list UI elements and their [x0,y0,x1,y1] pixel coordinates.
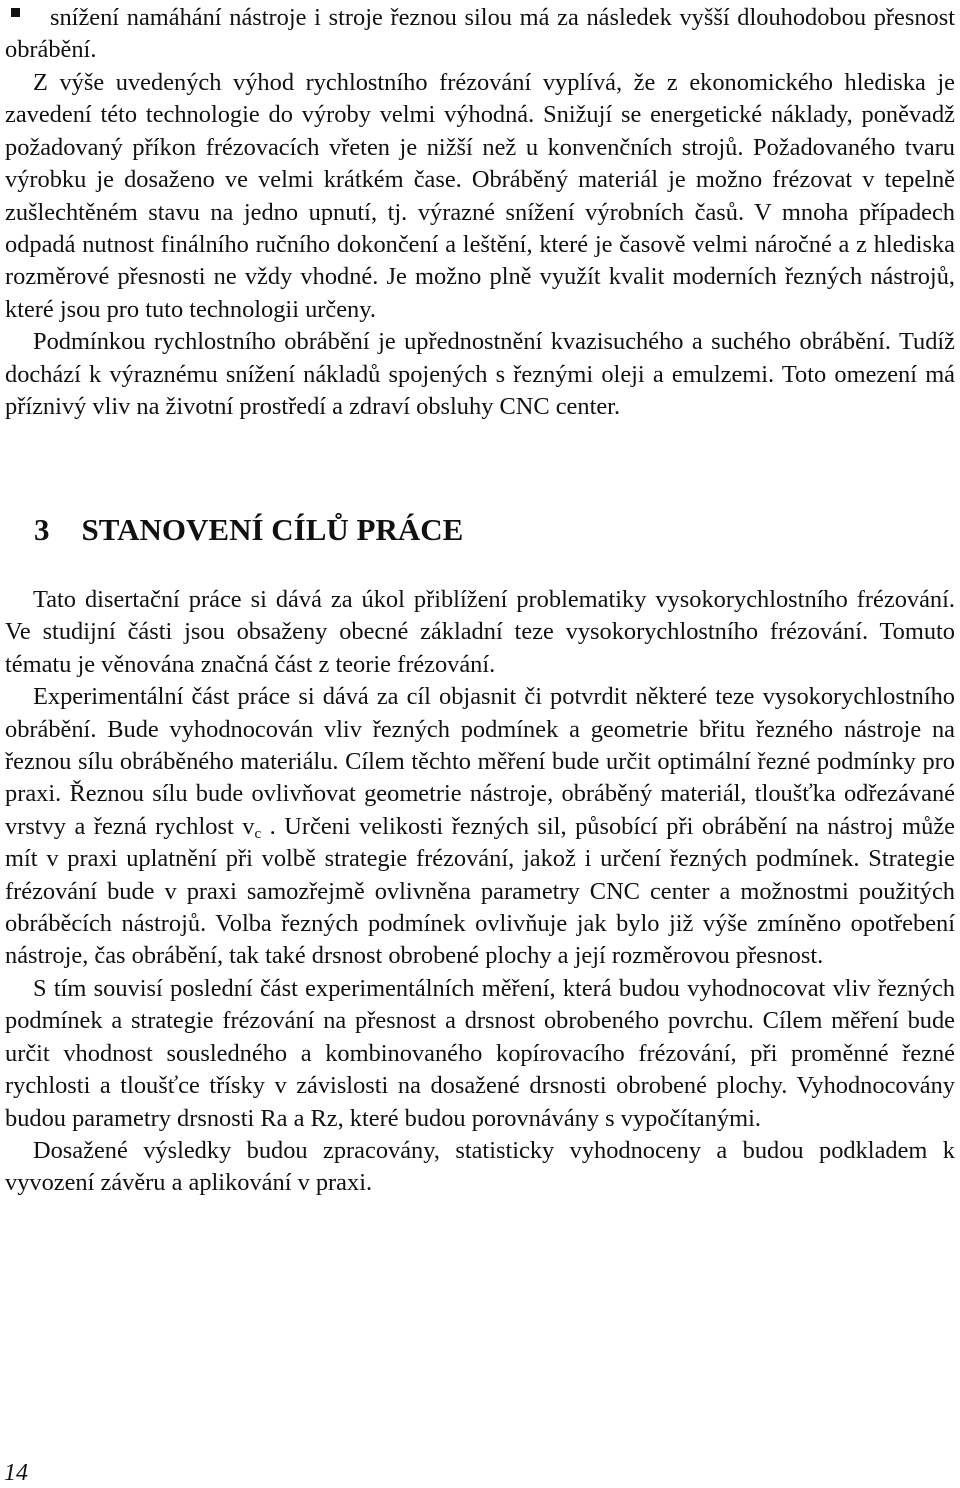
section-number: 3 [34,512,50,547]
paragraph-part: Experimentální část práce si dává za cíl objasnit či potvrdit některé teze vysokorychlostního obrábění. Bude vyhodnocován vliv řezných podmínek a geometrie břitu řezného nástroje na řeznou sílu obráběného materiálu. Cílem těchto měření bude určit optimální řezné podmínky pro praxi. Řeznou sílu bude ovlivňovat geometrie nástroje, obráběný materiál, tloušťka odřezávané vrstvy a řezná rychlost v [5,683,955,840]
section-benefits-text [5,67,955,423]
paragraph: Podmínkou rychlostního obrábění je upřednostnění kvazisuchého a suchého obrábění. Tudíž dochází k výraznému snížení nákladů spojených s řeznými oleji a emulzemi. Toto omezení má příznivý vliv na životní prostředí a zdraví obsluhy CNC center. [5,328,955,421]
paragraph: Dosažené výsledky budou zpracovány, statisticky vyhodnoceny a budou podkladem k vyvození závěru a aplikování v praxi. [5,1136,955,1197]
page-number: 14 [4,1460,28,1486]
paragraph-part: . Určeni velikosti řezných sil, působící při obrábění na nástroj může mít v praxi uplatnění při volbě strategie frézování, jakož i určení řezných podmínek. Strategie frézování bude v praxi samozřejmě ovlivněna parametry CNC center a možnostmi použitých obráběcích nástrojů. Volba řezných podmínek ovlivňuje jak bylo již výše zmíněno opotřebení nástroje, čas obrábění, tak také drsnost obrobené plochy a její rozměrovou přesnost. [5,812,955,970]
section-goals-text [5,584,955,1200]
bullet-item [5,2,955,67]
paragraph: S tím souvisí poslední část experimentálních měření, která budou vyhodnocovat vliv řezných podmínek a strategie frézování na přesnost a drsnost obrobeného povrchu. Cílem měření bude určit vhodnost sousledného a kombinovaného kopírovacího frézování, při proměnné řezné rychlosti a tloušťce třísky v závislosti na dosažené drsnosti obrobené plochy. Vyhodnocovány budou parametry drsnosti Ra a Rz, které budou porovnávány s vypočítanými. [5,974,955,1132]
square-bullet-icon [11,8,20,17]
section-heading [34,510,463,550]
bullet-text: snížení namáhání nástroje i stroje řeznou silou má za následek vyšší dlouhodobou přesnost obrábění. [5,4,955,64]
subscript: c [254,825,262,842]
paragraph [5,681,955,973]
section-title: STANOVENÍ CÍLŮ PRÁCE [81,512,464,547]
paragraph: Z výše uvedených výhod rychlostního frézování vyplívá, že z ekonomického hlediska je zavedení této technologie do výroby velmi výhodná. Snižují se energetické náklady, poněvadž požadovaný příkon frézovacích vřeten je nižší než u konvenčních strojů. Požadovaného tvaru výrobku je dosaženo ve velmi krátkém čase. Obráběný materiál je možno frézovat v tepelně zušlechtěném stavu na jedno upnutí, tj. výrazné snížení výrobních časů. V mnoha případech odpadá nutnost finálního ručního dokončení a leštění, které je časově velmi náročné a z hlediska rozměrové přesnosti ne vždy vhodné. Je možno plně využít kvalit moderních řezných nástrojů, které jsou pro tuto technologii určeny. [5,69,955,323]
paragraph: Tato disertační práce si dává za úkol přiblížení problematiky vysokorychlostního frézování. Ve studijní části jsou obsaženy obecné základní teze vysokorychlostního frézování. Tomuto tématu je věnována značná část z teorie frézování. [5,586,955,678]
